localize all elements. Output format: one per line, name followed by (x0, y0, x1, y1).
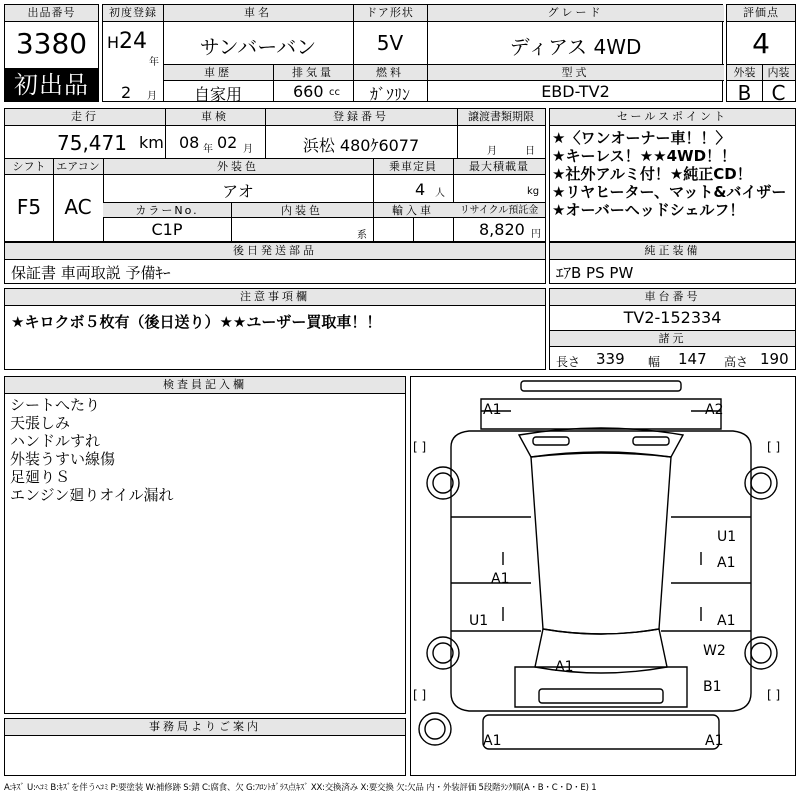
plate-value: 浜松 480ｹ6077 (302, 136, 420, 155)
ac-label: エアコン (53, 158, 103, 175)
equipment-value: ｴｱB PS PW (556, 264, 634, 282)
recycle-value: 8,820 (479, 220, 525, 239)
bracket-right-bottom: [ ] (767, 688, 781, 702)
sales-points-list (552, 129, 786, 219)
inspection-year-unit: 年 (203, 144, 213, 155)
ext-label: 外装 (727, 64, 762, 81)
inspector-note-item: ハンドルすれ (10, 432, 101, 450)
transfer-month: 月 (487, 146, 497, 157)
height-label: 高さ (724, 355, 749, 369)
displacement-label: 排気量 (273, 64, 353, 81)
car-diagram-box (410, 376, 796, 776)
spec-box (4, 108, 546, 242)
model-value: EBD-TV2 (541, 82, 610, 101)
mark-b1-right-bumper: B1 (703, 679, 722, 695)
car-info-box (102, 4, 723, 102)
year-unit: 年 (149, 57, 159, 68)
later-parts-title: 後日発送部品 (5, 243, 545, 260)
sales-point-item: ★〈ワンオーナー車！！〉 (552, 129, 731, 147)
int-value: C (771, 81, 786, 105)
mileage-unit: km (139, 133, 164, 152)
capacity-label: 乗車定員 (373, 158, 453, 175)
history-label: 車歴 (163, 64, 273, 81)
displacement-value: 660 (293, 82, 324, 101)
mark-a1-front-left: A1 (483, 402, 502, 418)
lot-box (4, 4, 99, 102)
office-title: 事務局よりご案内 (5, 719, 405, 736)
color-label: 外装色 (103, 158, 373, 175)
wheel-front-right-shape (745, 467, 777, 499)
first-reg-year: 24 (119, 29, 147, 54)
sales-points-title: セールスポイント (550, 109, 795, 126)
inspector-note-item: シートへたり (10, 396, 101, 414)
mark-a2-front-right: A2 (705, 402, 724, 418)
width-label: 幅 (648, 355, 661, 369)
sales-points-box (549, 108, 796, 242)
grade-label: グレード (427, 5, 724, 22)
notes-value: ★キロクボ５枚有（後日送り）★★ユーザー買取車！！ (11, 313, 382, 331)
door-value: 5V (376, 31, 404, 55)
length-label: 長さ (556, 355, 581, 369)
car-name: サンバーバン (199, 35, 317, 59)
plate-label: 登録番号 (265, 109, 457, 126)
notes-box (4, 288, 546, 370)
length-value: 339 (596, 350, 625, 368)
height-value: 190 (760, 350, 789, 368)
ac-value: AC (64, 195, 92, 219)
interior-color-unit: 系 (357, 230, 367, 241)
first-reg-label: 初度登録 (103, 5, 163, 22)
inspector-note-item: 足廻りＳ (10, 468, 71, 486)
fuel-label: 燃料 (353, 64, 427, 81)
bracket-left-top: [ ] (413, 440, 427, 454)
fuel-value: ｶﾞｿﾘﾝ (369, 85, 410, 104)
mileage-label: 走行 (5, 109, 165, 126)
color-no-value: C1P (151, 220, 183, 239)
inspector-list (10, 396, 174, 504)
inspector-note-item: 天張しみ (10, 414, 71, 432)
car-diagram (411, 377, 794, 774)
inspection-month: 02 (217, 133, 238, 152)
inspector-note-item: エンジン廻りオイル漏れ (10, 486, 174, 504)
mark-a1-right-rear: A1 (717, 613, 736, 629)
color-value: アオ (222, 182, 254, 201)
chassis-title: 車台番号 (550, 289, 795, 306)
equipment-title: 純正装備 (550, 243, 795, 260)
sales-point-item: ★社外アルミ付！★純正CD！ (552, 165, 752, 183)
month-unit: 月 (147, 91, 157, 102)
inspection-month-unit: 月 (243, 144, 253, 155)
int-label: 内装 (762, 64, 795, 81)
bracket-left-bottom: [ ] (413, 688, 427, 702)
mark-w2-right-rear: W2 (703, 643, 726, 659)
roof-shape (531, 453, 671, 634)
notes-title: 注意事項欄 (5, 289, 545, 306)
mark-u1-left-rear: U1 (469, 613, 489, 629)
transfer-day: 日 (525, 146, 535, 157)
ext-value: B (737, 81, 752, 105)
later-parts-value: 保証書 車両取説 予備ｷｰ (11, 264, 171, 282)
import-label: 輸入車 (373, 202, 453, 218)
mark-a1-rear-window: A1 (555, 659, 574, 675)
inspector-title: 検査員記入欄 (5, 377, 405, 394)
chassis-box (549, 288, 796, 370)
sales-point-item: ★キーレス！★★4WD！！ (552, 147, 737, 165)
sales-point-item: ★リヤヒーター、マット&バイザー (552, 183, 787, 201)
width-value: 147 (678, 350, 707, 368)
mark-a1-left-side: A1 (491, 571, 510, 587)
shift-value: F5 (16, 195, 42, 219)
lot-label: 出品番号 (5, 5, 98, 22)
car-name-label: 車名 (163, 5, 353, 22)
equipment-box (549, 242, 796, 284)
inspection-label: 車検 (165, 109, 265, 126)
inspector-box (4, 376, 406, 714)
load-label: 最大積載量 (453, 158, 545, 175)
mileage-value: 75,471 (57, 131, 127, 155)
door-label: ドア形状 (353, 5, 427, 22)
model-label: 型式 (427, 64, 724, 81)
office-box (4, 718, 406, 776)
first-listing-badge: 初出品 (5, 68, 98, 102)
dimensions-title: 諸元 (550, 330, 795, 347)
recycle-unit: 円 (531, 229, 541, 240)
grade-value: ディアス 4WD (509, 35, 642, 59)
score-box (726, 4, 796, 105)
front-bumper-shape (521, 381, 681, 391)
mark-a1-rear-left: A1 (483, 733, 502, 749)
inspector-note-item: 外装うすい線傷 (10, 450, 116, 468)
color-no-label: カラーNo. (103, 202, 231, 218)
displacement-unit: cc (329, 87, 340, 98)
chassis-value: TV2-152334 (623, 308, 722, 327)
capacity-value: 4 (415, 180, 426, 199)
first-reg-month: 2 (121, 83, 132, 102)
rear-bumper-shape (483, 715, 719, 749)
load-unit: kg (527, 186, 540, 197)
legend-text: A:ｷｽﾞ U:ﾍｺﾐ B:ｷｽﾞを伴うﾍｺﾐ P:要塗装 W:補修跡 S:錆 C:腐食、欠 G:ﾌﾛﾝﾄｶﾞﾗｽ点ｷｽﾞ XX:交換済み X:要交換 欠:欠品 内・外装評価 5段階ﾗﾝｸ順(A・B・C・D・E) 1 (4, 783, 597, 793)
wheel-rear-right-shape (745, 637, 777, 669)
front-panel-shape (481, 399, 724, 429)
score-value: 4 (752, 27, 770, 60)
shift-label: シフト (5, 158, 53, 175)
wheel-front-left-shape (427, 467, 459, 499)
bracket-right-top: [ ] (767, 440, 781, 454)
transfer-label: 譲渡書類期限 (457, 109, 545, 126)
history-value: 自家用 (193, 85, 242, 104)
score-label: 評価点 (727, 5, 795, 22)
sales-point-item: ★オーバーヘッドシェルフ！ (552, 201, 745, 219)
lot-number: 3380 (15, 27, 88, 60)
capacity-unit: 人 (435, 188, 445, 199)
mark-a1-right-door: A1 (717, 555, 736, 571)
era: H (107, 33, 120, 52)
interior-color-label: 内装色 (231, 202, 373, 218)
later-parts-box (4, 242, 546, 284)
recycle-label: リサイクル預託金 (453, 202, 545, 218)
mark-u1-right-door: U1 (717, 529, 737, 545)
mark-a1-rear-right: A1 (705, 733, 724, 749)
wheel-rear-left-shape (427, 637, 459, 669)
spare-wheel-shape (419, 713, 451, 745)
inspection-year: 08 (179, 133, 200, 152)
